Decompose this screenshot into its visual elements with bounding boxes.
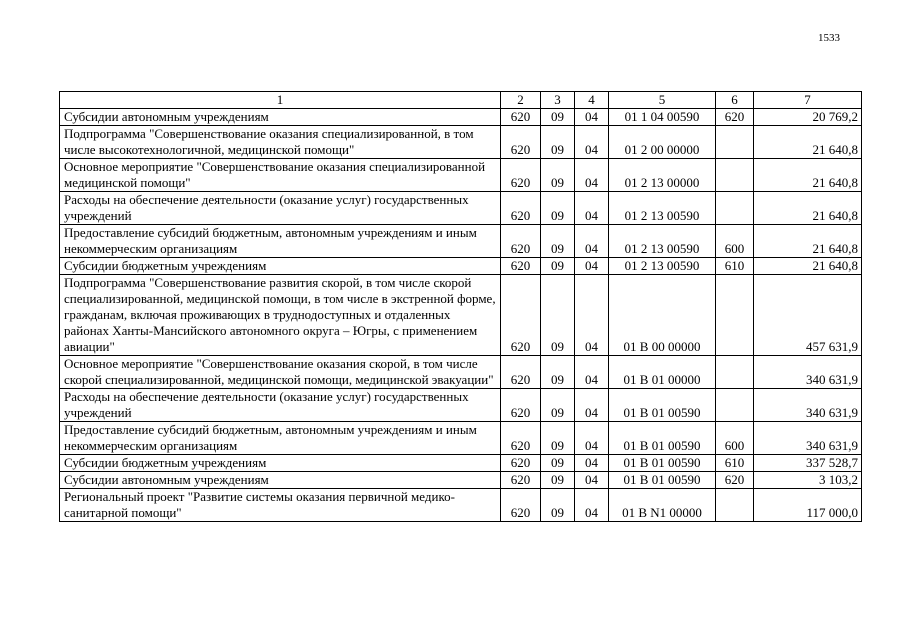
- row-cell-3: 09: [541, 422, 575, 455]
- row-cell-4: 04: [575, 192, 609, 225]
- row-cell-5: 01 В 00 00000: [609, 275, 716, 356]
- row-cell-2: 620: [501, 126, 541, 159]
- row-name-cell: Основное мероприятие "Совершенствование оказания специализированной медицинской помощи": [60, 159, 501, 192]
- row-cell-5: 01 2 13 00590: [609, 192, 716, 225]
- row-cell-7: 21 640,8: [754, 258, 862, 275]
- table-row: [60, 109, 862, 126]
- row-cell-7: 340 631,9: [754, 389, 862, 422]
- row-cell-7: 21 640,8: [754, 126, 862, 159]
- row-cell-7: 3 103,2: [754, 472, 862, 489]
- row-cell-3: 09: [541, 489, 575, 522]
- row-cell-3: 09: [541, 356, 575, 389]
- row-cell-6: [716, 192, 754, 225]
- table-row: [60, 356, 862, 389]
- header-cell-1: 1: [60, 92, 501, 109]
- row-cell-3: 09: [541, 258, 575, 275]
- table-row: [60, 225, 862, 258]
- row-cell-6: [716, 489, 754, 522]
- row-cell-5: 01 В 01 00590: [609, 422, 716, 455]
- row-name-cell: Субсидии бюджетным учреждениям: [60, 455, 501, 472]
- row-cell-6: [716, 275, 754, 356]
- table-row: [60, 159, 862, 192]
- row-cell-6: 610: [716, 258, 754, 275]
- row-name-cell: Предоставление субсидий бюджетным, автономным учреждениям и иным некоммерческим организациям: [60, 422, 501, 455]
- row-cell-6: 620: [716, 472, 754, 489]
- table-row: [60, 455, 862, 472]
- row-cell-4: 04: [575, 356, 609, 389]
- row-name-cell: Субсидии автономным учреждениям: [60, 109, 501, 126]
- budget-table: [59, 91, 862, 522]
- header-cell-5: 5: [609, 92, 716, 109]
- row-cell-3: 09: [541, 225, 575, 258]
- table-row: [60, 258, 862, 275]
- row-cell-4: 04: [575, 275, 609, 356]
- row-name-cell: Предоставление субсидий бюджетным, автономным учреждениям и иным некоммерческим организациям: [60, 225, 501, 258]
- row-cell-2: 620: [501, 389, 541, 422]
- table-row: [60, 126, 862, 159]
- row-cell-2: 620: [501, 159, 541, 192]
- row-cell-7: 21 640,8: [754, 159, 862, 192]
- row-cell-3: 09: [541, 472, 575, 489]
- table-row: [60, 389, 862, 422]
- row-name-cell: Субсидии бюджетным учреждениям: [60, 258, 501, 275]
- row-cell-6: 610: [716, 455, 754, 472]
- row-cell-6: [716, 356, 754, 389]
- row-cell-4: 04: [575, 422, 609, 455]
- row-cell-2: 620: [501, 489, 541, 522]
- row-cell-3: 09: [541, 109, 575, 126]
- row-cell-5: 01 2 13 00000: [609, 159, 716, 192]
- table-row: [60, 192, 862, 225]
- row-cell-5: 01 В 01 00590: [609, 389, 716, 422]
- row-cell-5: 01 В 01 00590: [609, 472, 716, 489]
- row-cell-5: 01 2 00 00000: [609, 126, 716, 159]
- row-name-cell: Региональный проект "Развитие системы оказания первичной медико-санитарной помощи": [60, 489, 501, 522]
- row-cell-7: 117 000,0: [754, 489, 862, 522]
- row-cell-4: 04: [575, 109, 609, 126]
- row-cell-4: 04: [575, 455, 609, 472]
- row-cell-2: 620: [501, 258, 541, 275]
- row-cell-6: [716, 389, 754, 422]
- table-row: [60, 472, 862, 489]
- row-cell-3: 09: [541, 455, 575, 472]
- row-cell-5: 01 2 13 00590: [609, 258, 716, 275]
- header-cell-7: 7: [754, 92, 862, 109]
- row-name-cell: Подпрограмма "Совершенствование развития скорой, в том числе скорой специализированной, медицинской помощи, в том числе в экстренной форме, гражданам, включая проживающих в труднодоступных и отдаленных районах Ханты-Мансийского автономного округа – Югры, с применением авиации": [60, 275, 501, 356]
- row-cell-3: 09: [541, 126, 575, 159]
- row-cell-2: 620: [501, 192, 541, 225]
- row-cell-3: 09: [541, 275, 575, 356]
- row-cell-6: [716, 126, 754, 159]
- row-cell-6: 600: [716, 225, 754, 258]
- row-cell-5: 01 2 13 00590: [609, 225, 716, 258]
- row-cell-2: 620: [501, 275, 541, 356]
- row-cell-5: 01 В 01 00590: [609, 455, 716, 472]
- row-cell-7: 21 640,8: [754, 192, 862, 225]
- row-cell-4: 04: [575, 472, 609, 489]
- row-cell-2: 620: [501, 225, 541, 258]
- header-cell-6: 6: [716, 92, 754, 109]
- header-cell-3: 3: [541, 92, 575, 109]
- row-cell-2: 620: [501, 356, 541, 389]
- row-cell-3: 09: [541, 192, 575, 225]
- row-cell-4: 04: [575, 389, 609, 422]
- row-cell-2: 620: [501, 455, 541, 472]
- row-name-cell: Расходы на обеспечение деятельности (оказание услуг) государственных учреждений: [60, 389, 501, 422]
- row-cell-2: 620: [501, 472, 541, 489]
- row-cell-4: 04: [575, 225, 609, 258]
- header-cell-2: 2: [501, 92, 541, 109]
- header-cell-4: 4: [575, 92, 609, 109]
- row-cell-5: 01 1 04 00590: [609, 109, 716, 126]
- table-row: [60, 422, 862, 455]
- page-number: 1533: [818, 32, 840, 44]
- row-cell-7: 21 640,8: [754, 225, 862, 258]
- table-row: [60, 275, 862, 356]
- row-cell-7: 457 631,9: [754, 275, 862, 356]
- row-cell-2: 620: [501, 109, 541, 126]
- row-cell-7: 337 528,7: [754, 455, 862, 472]
- row-cell-4: 04: [575, 258, 609, 275]
- row-cell-6: 600: [716, 422, 754, 455]
- row-cell-7: 340 631,9: [754, 356, 862, 389]
- row-name-cell: Субсидии автономным учреждениям: [60, 472, 501, 489]
- row-cell-4: 04: [575, 489, 609, 522]
- row-cell-6: [716, 159, 754, 192]
- row-name-cell: Расходы на обеспечение деятельности (оказание услуг) государственных учреждений: [60, 192, 501, 225]
- row-cell-7: 340 631,9: [754, 422, 862, 455]
- row-cell-7: 20 769,2: [754, 109, 862, 126]
- table-row: [60, 489, 862, 522]
- row-cell-4: 04: [575, 159, 609, 192]
- row-cell-6: 620: [716, 109, 754, 126]
- table-header-row: [60, 92, 862, 109]
- row-name-cell: Основное мероприятие "Совершенствование оказания скорой, в том числе скорой специализированной, медицинской помощи, медицинской эвакуации": [60, 356, 501, 389]
- row-cell-4: 04: [575, 126, 609, 159]
- row-name-cell: Подпрограмма "Совершенствование оказания специализированной, в том числе высокотехнологичной, медицинской помощи": [60, 126, 501, 159]
- row-cell-5: 01 В 01 00000: [609, 356, 716, 389]
- row-cell-3: 09: [541, 389, 575, 422]
- row-cell-5: 01 В N1 00000: [609, 489, 716, 522]
- row-cell-3: 09: [541, 159, 575, 192]
- row-cell-2: 620: [501, 422, 541, 455]
